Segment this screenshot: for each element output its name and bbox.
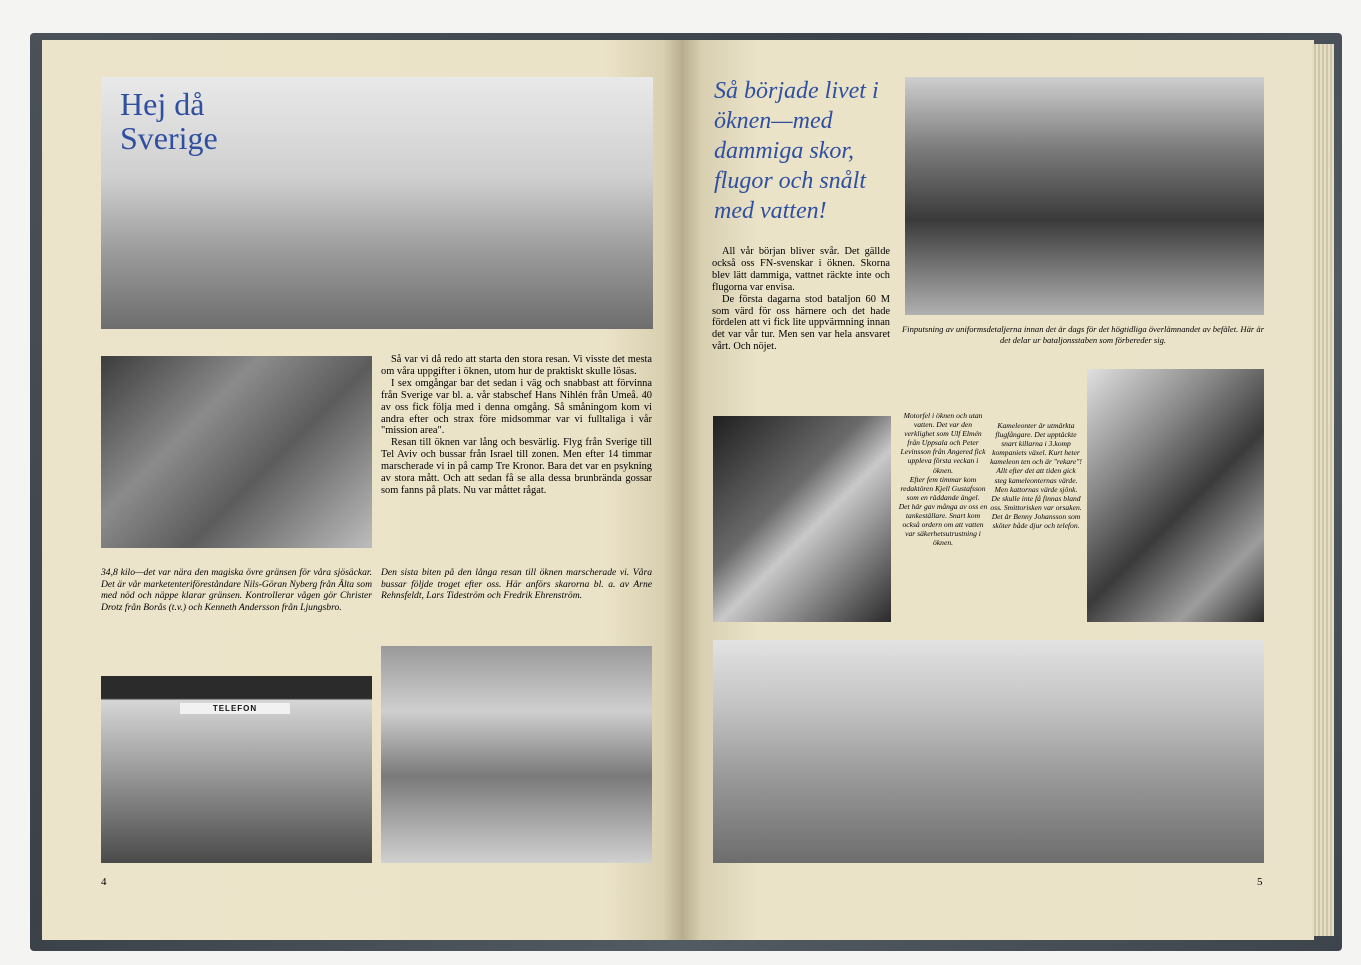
caption-kameleonter-paragraph: Allt efter det att tiden gick steg kameleonternas värde. Men kattornas värde sjönk. De skulle inte få finnas bland oss. Smittorisken var orsaken.	[990, 466, 1082, 512]
caption-kameleonter-paragraph: Kameleonter är utmärkta flugfångare. Det upptäckte snart killarna i 3.komp kompaniets växel. Kurt heter kameleon ten och är "rekare"!	[990, 421, 1082, 467]
caption-kameleonter	[990, 421, 1082, 530]
right-body-text	[712, 246, 890, 353]
caption-motorfel-paragraph: Det här gav många av oss en tankeställare. Snart kom också ordern om att vatten var säkerhetsutrustning i öknen.	[898, 501, 988, 548]
photo-smiling-soldier	[713, 416, 891, 622]
photo-man-with-chameleon	[1087, 369, 1264, 622]
caption-motorfel-paragraph: Motorfel i öknen och utan vatten. Det var den verklighet som Ulf Elmén från Uppsala och Peter Levinsson från Angered fick uppleva första veckan i öknen.	[900, 411, 986, 475]
caption-weighing: 34,8 kilo—det var nära den magiska övre gränsen för våra sjösäckar. Det är vår marketenteriföreståndare Nils-Göran Nyberg från Älta som med nöd och näppe klarar gränsen. Kontrollerar vågen gör Christer Drotz från Borås (t.v.) och Kenneth Andersson från Ljungsbro.	[101, 567, 372, 613]
headline-sa-borjade-livet: Så började livet i öknen—med dammiga skor, flugor och snålt med vatten!	[714, 78, 879, 224]
right-body-paragraph: De första dagarna stod bataljon 60 M som värd för oss härnere och det hade fördelen att vi fick lite uppvärmning innan det var vår tur. Men sen var hela ansvaret vårt. Och nöjet.	[712, 293, 890, 353]
left-body-paragraph: Så var vi då redo att starta den stora resan. Vi visste det mesta om våra uppgifter i öknen, utom hur de praktiskt skulle lösas.	[381, 354, 652, 377]
caption-kameleonter-paragraph: Det är Benny Johansson som sköter både djur och telefon.	[991, 511, 1081, 531]
caption-march: Den sista biten på den långa resan till öknen marscherade vi. Våra bussar följde troget efter oss. Här anförs skarorna bl. a. av Arne Rehnsfeldt, Lars Tideström och Fredrik Ehrenström.	[381, 567, 652, 602]
left-body-paragraph: Resan till öknen var lång och besvärlig. Flyg från Sverige till Tel Aviv och bussar från Israel till zonen. Men efter 14 timmar marscherade vi in på camp Tre Kronor. Bara det var en psykning av stora mått. Och att sedan få se alla dessa brunbrända gossar som fanns på plats. Nu var måttet rågat.	[381, 437, 652, 496]
caption-motorfel	[898, 411, 988, 547]
page-edges	[1312, 44, 1334, 936]
caption-motorfel-paragraph: Efter fem timmar kom redaktören Kjell Gustafsson som en räddande ängel.	[900, 474, 986, 502]
left-body-paragraph: I sex omgångar bar det sedan i väg och snabbast att förvinna från Sverige var bl. a. vår stabschef Hans Nihlén från Umeå. 40 av oss fick följa med i denna omgång. Så småningom kom vi andra efter och strax före midsommar var vi fulltaliga i vår "mission area".	[381, 377, 652, 437]
photo-battalion-staff-inspection	[905, 77, 1264, 315]
photo-weighing-sea-bag	[101, 356, 372, 548]
photo-desert-road-truck	[713, 640, 1264, 863]
headline-hej-da-sverige: Hej då Sverige	[120, 86, 218, 156]
left-body-text	[381, 354, 652, 497]
right-body-paragraph: All vår början bliver svår. Det gällde också oss FN-svenskar i öknen. Skorna blev lätt dammiga, vattnet räckte inte och flugorna var envisa.	[712, 246, 890, 293]
caption-inspection: Finputsning av uniformsdetaljerna innan det är dags för det högtidliga överlämnandet av befälet. Här är det delar ur bataljonsstaben som förbereder sig.	[901, 324, 1265, 345]
page-number-right: 5	[1257, 876, 1263, 888]
telefon-sign: TELEFON	[180, 703, 290, 714]
photo-soldiers-marching	[381, 646, 652, 863]
page-number-left: 4	[101, 876, 107, 888]
